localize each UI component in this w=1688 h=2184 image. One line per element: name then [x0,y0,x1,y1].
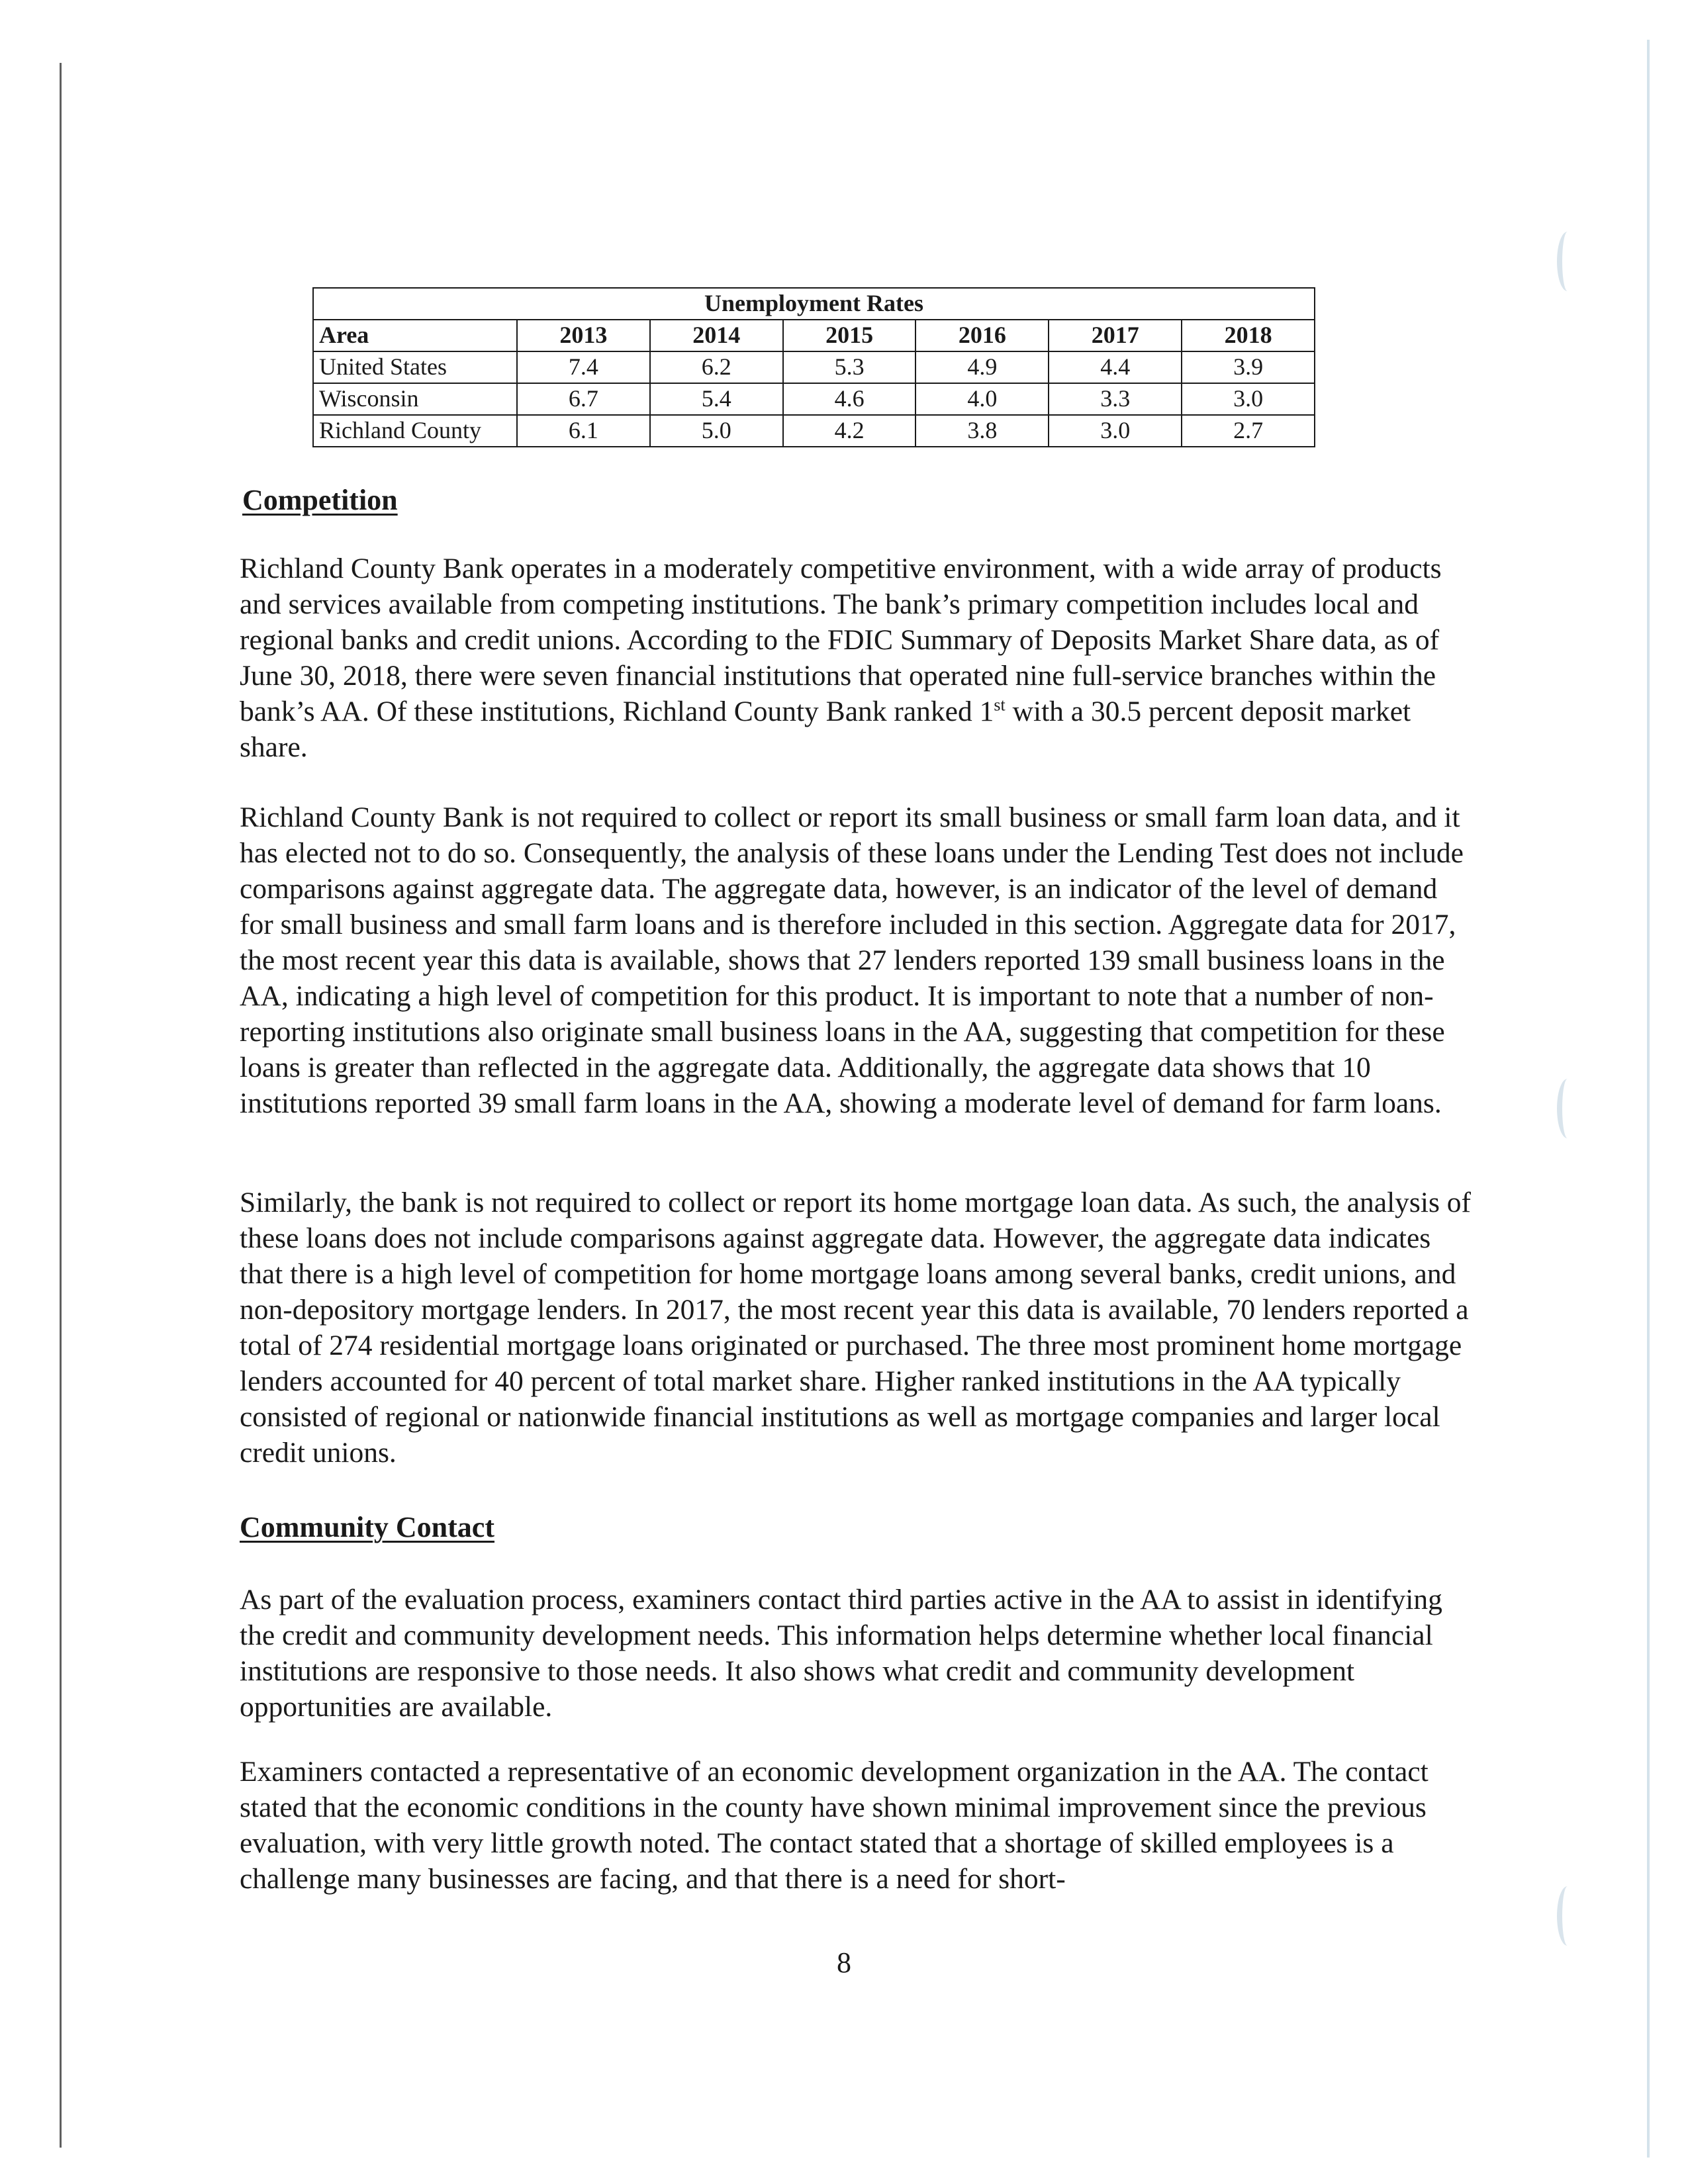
column-header: 2017 [1049,320,1182,351]
column-header: 2016 [915,320,1049,351]
competition-paragraph-3: Similarly, the bank is not required to collect or report its home mortgage loan data. As such, the analysis of these loans does not include comparisons against aggregate data. However, the aggregate data indicates that there is a high level of competition for home mortgage loans among several banks, credit unions, and non-depository mortgage lenders. In 2017, the most recent year this data is available, 70 lenders reported a total of 274 residential mortgage loans originated or purchased. The three most prominent home mortgage lenders accounted for 40 percent of total market share. Higher ranked institutions in the AA typically consisted of regional or nationwide financial institutions as well as mortgage companies and larger local credit unions. [240,1187,1471,1469]
table-cell: 3.3 [1049,383,1182,415]
table-cell: 4.2 [783,415,916,447]
table-cell: 5.3 [783,351,916,383]
community-contact-paragraph-2: Examiners contacted a representative of an economic development organization in the AA. The contact stated that the economic conditions in the county have shown minimal improvement since the previous evaluation, with very little growth noted. The contact stated that a shortage of skilled employees is a challenge many businesses are facing, and that there is a need for short- [240,1756,1429,1895]
table-cell: 6.1 [517,415,650,447]
competition-paragraph-1 [240,551,1471,765]
paragraph-text: Richland County Bank operates in a moderately competitive environment, with a wide array of products and services available from competing institutions. The bank’s primary competition includes local and regional banks and credit unions. According to the FDIC Summary of Deposits Market Share data, as of June 30, 2018, there were seven financial institutions that operated nine full-service branches within the bank’s AA. Of these institutions, Richland County Bank ranked 1 [240,553,1442,727]
punch-hole-mark [1557,232,1578,291]
column-header: 2015 [783,320,916,351]
table-cell: 4.9 [915,351,1049,383]
table-cell: 5.4 [650,383,783,415]
column-header: 2018 [1182,320,1315,351]
table-cell: 7.4 [517,351,650,383]
scan-margin-line-right [1647,40,1650,2158]
table-cell: 3.9 [1182,351,1315,383]
table-row [313,383,1315,415]
unemployment-rates-table [312,287,1315,447]
table-cell: 3.0 [1182,383,1315,415]
table-cell: 6.7 [517,383,650,415]
table-cell: United States [313,351,517,383]
punch-hole-mark [1557,1079,1578,1138]
punch-hole-mark [1557,1886,1578,1946]
community-contact-paragraph-1: As part of the evaluation process, examiners contact third parties active in the AA to assist in identifying the credit and community development needs. This information helps determine whether local financial institutions are responsive to those needs. It also shows what credit and community development opportunities are available. [240,1584,1442,1723]
table-cell: 4.4 [1049,351,1182,383]
table-cell: 4.6 [783,383,916,415]
table-cell: 5.0 [650,415,783,447]
table-row [313,351,1315,383]
table-cell: 2.7 [1182,415,1315,447]
table-cell: 6.2 [650,351,783,383]
table-row [313,415,1315,447]
unemployment-table-container [312,287,1315,447]
page-number: 8 [837,1946,851,1979]
column-header: Area [313,320,517,351]
competition-paragraph-2: Richland County Bank is not required to collect or report its small business or small farm loan data, and it has elected not to do so. Consequently, the analysis of these loans under the Lending Test does not include comparisons against aggregate data. The aggregate data, however, is an indicator of the level of demand for small business and small farm loans and is therefore included in this section. Aggregate data for 2017, the most recent year this data is available, shows that 27 lenders reported 139 small business loans in the AA, indicating a high level of competition for this product. It is important to note that a number of non-reporting institutions also originate small business loans in the AA, suggesting that competition for these loans is greater than reflected in the aggregate data. Additionally, the aggregate data shows that 10 institutions reported 39 small farm loans in the AA, showing a moderate level of demand for farm loans. [240,801,1464,1119]
column-header: 2013 [517,320,650,351]
section-heading-community-contact: Community Contact [240,1511,494,1543]
table-title: Unemployment Rates [313,288,1315,320]
table-cell: 3.0 [1049,415,1182,447]
table-cell: Wisconsin [313,383,517,415]
table-header-row [313,320,1315,351]
column-header: 2014 [650,320,783,351]
table-cell: 4.0 [915,383,1049,415]
scan-margin-line-left [60,63,62,2148]
paragraph-text: with a 30.5 percent deposit market share. [240,696,1411,763]
table-cell: Richland County [313,415,517,447]
ordinal-suffix: st [994,695,1006,715]
table-cell: 3.8 [915,415,1049,447]
section-heading-competition: Competition [242,484,398,516]
